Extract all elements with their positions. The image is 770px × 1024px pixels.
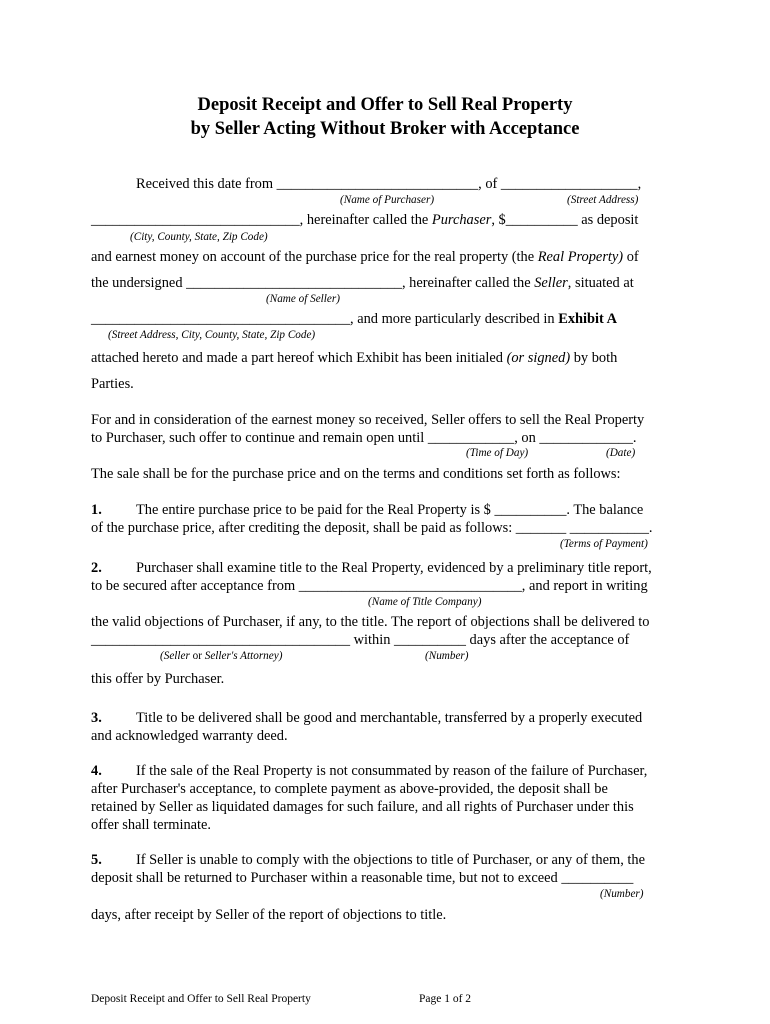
- caption-street-address: (Street Address): [567, 194, 639, 206]
- clause-2-line-4: ____________________________________ within __________ days after the acceptance of: [91, 632, 630, 648]
- document-title-line-2: by Seller Acting Without Broker with Acceptance: [190, 119, 580, 139]
- clause-4-line-3: retained by Seller as liquidated damages for such failure, and all rights of Purchaser under this: [91, 799, 634, 815]
- caption-terms-of-payment: (Terms of Payment): [560, 538, 648, 550]
- caption-number: (Number): [425, 650, 469, 662]
- caption-name-of-purchaser: (Name of Purchaser): [340, 194, 435, 206]
- intro-line-6: attached hereto and made a part hereof which Exhibit has been initialed (or signed) by both: [91, 350, 618, 366]
- clause-2-line-2: to be secured after acceptance from _______________________________, and report in writing: [91, 578, 648, 594]
- clause-number: 2.: [91, 560, 102, 576]
- clause-5-line-3: days, after receipt by Seller of the report of objections to title.: [91, 907, 447, 923]
- caption-date: (Date): [606, 447, 636, 459]
- caption-number: (Number): [600, 888, 644, 900]
- clause-number: 3.: [91, 710, 102, 726]
- offer-line-1: For and in consideration of the earnest money so received, Seller offers to sell the Real Property: [91, 412, 645, 428]
- clause-number: 1.: [91, 502, 102, 518]
- clause-4-line-1: 4. If the sale of the Real Property is not consummated by reason of the failure of Purchaser,: [91, 763, 648, 779]
- clause-1-line-1: 1. The entire purchase price to be paid for the Real Property is $ __________. The balance: [91, 502, 644, 518]
- clause-number: 5.: [91, 852, 102, 868]
- caption-city-county-state-zip: (City, County, State, Zip Code): [130, 231, 268, 243]
- caption-time-of-day: (Time of Day): [466, 447, 529, 459]
- offer-line-2: to Purchaser, such offer to continue and remain open until ____________, on _____________.: [91, 430, 637, 446]
- intro-line-2: _____________________________, hereinafter called the Purchaser, $__________ as deposit: [91, 212, 639, 228]
- caption-name-of-seller: (Name of Seller): [266, 293, 340, 305]
- clause-3-line-1: 3. Title to be delivered shall be good and merchantable, transferred by a properly executed: [91, 710, 643, 726]
- document-title-line-1: Deposit Receipt and Offer to Sell Real Property: [197, 95, 573, 115]
- clause-2-line-1: 2. Purchaser shall examine title to the Real Property, evidenced by a preliminary title report,: [91, 560, 652, 576]
- caption-seller-or-attorney: (Seller or Seller's Attorney): [160, 650, 283, 662]
- intro-line-4: the undersigned ______________________________, hereinafter called the Seller, situated at: [91, 275, 634, 291]
- clause-4-line-4: offer shall terminate.: [91, 817, 212, 833]
- clause-5-line-1: 5. If Seller is unable to comply with the objections to title of Purchaser, or any of them, the: [91, 852, 645, 868]
- clause-4-line-2: after Purchaser's acceptance, to complete payment as above-provided, the deposit shall be: [91, 781, 608, 797]
- caption-street-address-full: (Street Address, City, County, State, Zip Code): [108, 329, 316, 341]
- clause-number: 4.: [91, 763, 102, 779]
- intro-line-1: Received this date from ____________________________, of ___________________,: [136, 176, 642, 192]
- offer-line-3: The sale shall be for the purchase price and on the terms and conditions set forth as follows:: [91, 466, 621, 482]
- intro-line-5: ____________________________________, and more particularly described in Exhibit A: [91, 311, 618, 327]
- footer-document-title: Deposit Receipt and Offer to Sell Real Property: [91, 993, 311, 1005]
- clause-5-line-2: deposit shall be returned to Purchaser within a reasonable time, but not to exceed __________: [91, 870, 634, 886]
- clause-3-line-2: and acknowledged warranty deed.: [91, 728, 288, 744]
- footer-page-number: Page 1 of 2: [419, 993, 472, 1005]
- intro-line-7: Parties.: [91, 376, 134, 392]
- clause-1-line-2: of the purchase price, after crediting the deposit, shall be paid as follows: _______ ___________.: [91, 520, 653, 536]
- caption-name-of-title-company: (Name of Title Company): [368, 596, 482, 608]
- clause-2-line-3: the valid objections of Purchaser, if any, to the title. The report of objections shall be delivered to: [91, 614, 650, 630]
- intro-line-3: and earnest money on account of the purchase price for the real property (the Real Property) of: [91, 249, 639, 265]
- clause-2-line-5: this offer by Purchaser.: [91, 671, 225, 687]
